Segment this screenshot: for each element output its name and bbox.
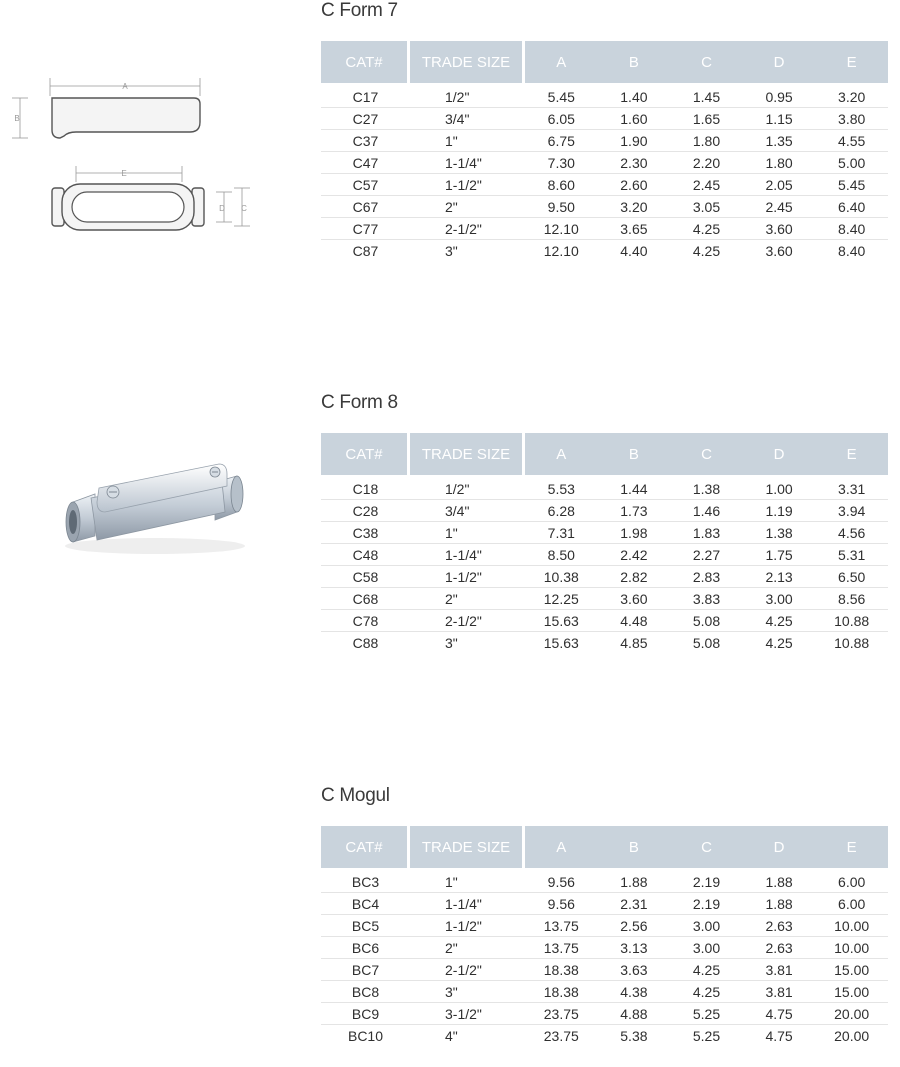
cell-trade-size: 1-1/4" <box>445 546 482 563</box>
cell-dim: 23.75 <box>543 1005 579 1022</box>
cell-dim: 6.28 <box>547 502 575 519</box>
cell-dim: 1.90 <box>620 132 648 149</box>
header-dim: C <box>701 838 712 856</box>
cell-dim: 3.00 <box>692 939 721 956</box>
cell-cat: C57 <box>352 176 379 193</box>
cell-dim: 5.08 <box>692 612 721 629</box>
cell-dim: 1.60 <box>620 110 648 127</box>
cell-dim: 1.35 <box>765 132 793 149</box>
cell-trade-size: 1-1/4" <box>445 154 482 171</box>
header-cat: CAT# <box>321 826 407 868</box>
spec-table <box>321 41 888 262</box>
cell-trade-size: 1" <box>445 873 458 890</box>
header-dim: E <box>846 53 857 71</box>
cell-cat: BC10 <box>347 1028 384 1044</box>
cell-dim: 1.75 <box>765 546 793 563</box>
cell-dim: 10.38 <box>543 568 579 585</box>
dim-label-c: C <box>241 204 247 213</box>
cell-dim: 2.45 <box>692 176 721 193</box>
cell-cat: C77 <box>352 220 379 237</box>
table-row <box>321 981 888 1003</box>
table-row <box>321 610 888 632</box>
table-header <box>321 433 888 475</box>
cell-trade-size: 1-1/2" <box>445 176 482 193</box>
table-row <box>321 174 888 196</box>
cell-dim: 9.50 <box>547 198 575 215</box>
cell-dim: 3.81 <box>765 961 793 978</box>
cell-dim: 5.45 <box>547 88 575 105</box>
cell-dim: 2.20 <box>692 154 721 171</box>
cell-dim: 8.40 <box>838 220 866 237</box>
cell-dim: 2.27 <box>692 546 721 563</box>
cell-dim: 4.56 <box>838 524 866 541</box>
table-row <box>321 152 888 174</box>
cell-dim: 3.31 <box>838 480 866 497</box>
cell-dim: 5.25 <box>692 1028 721 1044</box>
cell-dim: 1.88 <box>620 873 648 890</box>
header-dim: C <box>701 53 712 71</box>
cell-trade-size: 1" <box>445 524 458 541</box>
table-header <box>321 41 888 83</box>
cell-dim: 3.80 <box>838 110 866 127</box>
cell-dim: 2.30 <box>620 154 648 171</box>
section-title: C Form 7 <box>321 0 398 21</box>
header-dim: B <box>628 53 639 71</box>
cell-dim: 3.00 <box>765 590 793 607</box>
table-header <box>321 826 888 868</box>
cell-trade-size: 3" <box>445 983 458 1000</box>
table-row <box>321 86 888 108</box>
cell-trade-size: 4" <box>445 1028 458 1044</box>
cell-dim: 3.20 <box>620 198 648 215</box>
section-title: C Mogul <box>321 785 390 806</box>
table-row <box>321 478 888 500</box>
cell-dim: 9.56 <box>547 895 575 912</box>
cell-dim: 1.40 <box>620 88 648 105</box>
table-row <box>321 566 888 588</box>
cell-trade-size: 3" <box>445 635 458 651</box>
cell-trade-size: 2" <box>445 590 458 607</box>
cell-dim: 3.05 <box>692 198 721 215</box>
table-row <box>321 915 888 937</box>
cell-trade-size: 3/4" <box>445 502 470 519</box>
cell-dim: 15.00 <box>834 983 870 1000</box>
cell-dim: 5.53 <box>547 480 575 497</box>
cell-dim: 6.05 <box>547 110 575 127</box>
cell-dim: 2.19 <box>692 895 721 912</box>
cell-trade-size: 3-1/2" <box>445 1005 482 1022</box>
cell-dim: 1.19 <box>765 502 793 519</box>
table-row <box>321 130 888 152</box>
cell-dim: 6.00 <box>838 873 866 890</box>
cell-cat: BC8 <box>351 983 380 1000</box>
cell-trade-size: 1-1/2" <box>445 568 482 585</box>
cell-trade-size: 2" <box>445 198 458 215</box>
cell-trade-size: 3/4" <box>445 110 470 127</box>
cell-dim: 1.73 <box>620 502 648 519</box>
cell-dim: 6.40 <box>838 198 866 215</box>
cell-dim: 5.00 <box>838 154 866 171</box>
cell-cat: BC4 <box>351 895 380 912</box>
cell-cat: C38 <box>352 524 379 541</box>
dim-label-a: A <box>122 82 128 91</box>
cell-dim: 2.05 <box>765 176 793 193</box>
cell-dim: 1.15 <box>765 110 793 127</box>
cell-dim: 2.82 <box>620 568 648 585</box>
cell-cat: C88 <box>352 635 379 651</box>
header-cat: CAT# <box>321 41 407 83</box>
cell-cat: C67 <box>352 198 379 215</box>
cell-dim: 18.38 <box>543 961 579 978</box>
cell-dim: 1.83 <box>692 524 721 541</box>
cell-dim: 4.48 <box>620 612 648 629</box>
cell-dim: 1.00 <box>765 480 793 497</box>
table-row <box>321 108 888 130</box>
cell-trade-size: 2" <box>445 939 458 956</box>
cell-dim: 4.25 <box>692 243 721 259</box>
cell-dim: 4.25 <box>692 220 721 237</box>
cell-dim: 1.38 <box>692 480 721 497</box>
header-trade-size: TRADE SIZE <box>410 826 522 868</box>
cell-trade-size: 1/2" <box>445 480 470 497</box>
cell-dim: 1.46 <box>692 502 721 519</box>
cell-dim: 3.60 <box>620 590 648 607</box>
cell-cat: C27 <box>352 110 379 127</box>
cell-dim: 5.25 <box>692 1005 721 1022</box>
cell-dim: 2.19 <box>692 873 721 890</box>
cell-dim: 8.56 <box>838 590 866 607</box>
cell-dim: 3.63 <box>620 961 648 978</box>
cell-dim: 20.00 <box>834 1028 870 1044</box>
header-dim: D <box>773 53 785 71</box>
cell-dim: 4.85 <box>620 635 648 651</box>
table-row <box>321 893 888 915</box>
cell-dim: 1.98 <box>620 524 648 541</box>
header-dim: A <box>556 445 567 463</box>
header-dim: A <box>556 838 567 856</box>
cell-dim: 5.45 <box>838 176 866 193</box>
cell-cat: BC3 <box>351 873 380 890</box>
cell-dim: 1.45 <box>692 88 721 105</box>
table-row <box>321 544 888 566</box>
header-dim: D <box>773 838 785 856</box>
cell-dim: 3.60 <box>765 243 793 259</box>
cell-dim: 13.75 <box>543 917 579 934</box>
cell-dim: 4.25 <box>692 961 721 978</box>
table-row <box>321 240 888 262</box>
cell-dim: 2.63 <box>765 917 793 934</box>
cell-trade-size: 2-1/2" <box>445 612 482 629</box>
cell-dim: 12.10 <box>543 243 579 259</box>
cell-dim: 12.25 <box>543 590 579 607</box>
cell-dim: 1.65 <box>692 110 721 127</box>
cell-dim: 4.55 <box>838 132 866 149</box>
cell-dim: 7.30 <box>547 154 575 171</box>
cell-dim: 1.38 <box>765 524 793 541</box>
table-row <box>321 1025 888 1047</box>
cell-dim: 15.63 <box>543 635 579 651</box>
cell-dim: 9.56 <box>547 873 575 890</box>
dim-label-d: D <box>219 204 225 213</box>
cell-dim: 3.60 <box>765 220 793 237</box>
cell-trade-size: 2-1/2" <box>445 220 482 237</box>
cell-dim: 4.38 <box>620 983 648 1000</box>
cell-dim: 2.45 <box>765 198 793 215</box>
cell-dim: 18.38 <box>543 983 579 1000</box>
cell-dim: 4.40 <box>620 243 648 259</box>
cell-trade-size: 1/2" <box>445 88 470 105</box>
cell-dim: 10.00 <box>834 939 870 956</box>
dim-label-e: E <box>121 169 127 178</box>
cell-dim: 3.83 <box>692 590 721 607</box>
cell-dim: 2.56 <box>620 917 648 934</box>
cell-cat: C47 <box>352 154 379 171</box>
spec-table <box>321 433 888 654</box>
cell-dim: 1.88 <box>765 873 793 890</box>
header-dim: B <box>628 838 639 856</box>
section-title: C Form 8 <box>321 392 398 413</box>
header-trade-size: TRADE SIZE <box>410 41 522 83</box>
cell-dim: 4.25 <box>692 983 721 1000</box>
header-dim: E <box>846 838 857 856</box>
cell-trade-size: 3" <box>445 243 458 259</box>
header-trade-size: TRADE SIZE <box>410 433 522 475</box>
cell-trade-size: 1" <box>445 132 458 149</box>
header-dim: D <box>773 445 785 463</box>
cell-dim: 2.13 <box>765 568 793 585</box>
cell-dim: 2.83 <box>692 568 721 585</box>
cell-dim: 2.63 <box>765 939 793 956</box>
cell-dim: 3.20 <box>838 88 866 105</box>
cell-dim: 6.00 <box>838 895 866 912</box>
table-row <box>321 196 888 218</box>
cell-cat: C78 <box>352 612 379 629</box>
cell-cat: C68 <box>352 590 379 607</box>
cell-dim: 10.88 <box>834 612 870 629</box>
cell-cat: BC6 <box>351 939 380 956</box>
cell-dim: 6.50 <box>838 568 866 585</box>
cell-dim: 3.00 <box>692 917 721 934</box>
cell-dim: 15.00 <box>834 961 870 978</box>
cell-dim: 23.75 <box>543 1028 579 1044</box>
cell-dim: 6.75 <box>547 132 575 149</box>
cell-dim: 3.13 <box>620 939 648 956</box>
cell-dim: 12.10 <box>543 220 579 237</box>
spec-table <box>321 826 888 1047</box>
table-row <box>321 1003 888 1025</box>
cell-trade-size: 1-1/2" <box>445 917 482 934</box>
cell-dim: 13.75 <box>543 939 579 956</box>
cell-dim: 10.00 <box>834 917 870 934</box>
cell-cat: C17 <box>352 88 379 105</box>
cell-dim: 15.63 <box>543 612 579 629</box>
cell-dim: 4.25 <box>765 635 793 651</box>
cell-dim: 2.42 <box>620 546 648 563</box>
header-dim: B <box>628 445 639 463</box>
dimension-diagram <box>6 70 256 240</box>
cell-cat: BC5 <box>351 917 380 934</box>
cell-dim: 1.80 <box>692 132 721 149</box>
cell-dim: 3.65 <box>620 220 648 237</box>
cell-cat: C48 <box>352 546 379 563</box>
dim-label-b: B <box>14 114 20 123</box>
table-row <box>321 959 888 981</box>
cell-dim: 2.31 <box>620 895 648 912</box>
header-dim: E <box>846 445 857 463</box>
table-row <box>321 218 888 240</box>
cell-cat: C58 <box>352 568 379 585</box>
header-dimensions <box>525 433 888 475</box>
cell-cat: C37 <box>352 132 379 149</box>
table-row <box>321 500 888 522</box>
table-row <box>321 632 888 654</box>
cell-dim: 20.00 <box>834 1005 870 1022</box>
header-dimensions <box>525 826 888 868</box>
cell-dim: 4.25 <box>765 612 793 629</box>
cell-cat: BC7 <box>351 961 380 978</box>
cell-trade-size: 1-1/4" <box>445 895 482 912</box>
cell-dim: 8.50 <box>547 546 575 563</box>
cell-cat: C28 <box>352 502 379 519</box>
cell-dim: 1.44 <box>620 480 648 497</box>
cell-dim: 2.60 <box>620 176 648 193</box>
cell-dim: 3.94 <box>838 502 866 519</box>
cell-dim: 8.60 <box>547 176 575 193</box>
header-cat: CAT# <box>321 433 407 475</box>
cell-cat: C18 <box>352 480 379 497</box>
cell-dim: 4.88 <box>620 1005 648 1022</box>
cell-dim: 4.75 <box>765 1005 793 1022</box>
conduit-body-photo <box>55 450 255 560</box>
cell-dim: 0.95 <box>765 88 793 105</box>
header-dimensions <box>525 41 888 83</box>
cell-dim: 4.75 <box>765 1028 793 1044</box>
table-row <box>321 871 888 893</box>
header-dim: A <box>556 53 567 71</box>
cell-cat: C87 <box>352 243 379 259</box>
cell-trade-size: 2-1/2" <box>445 961 482 978</box>
cell-dim: 5.31 <box>838 546 866 563</box>
cell-dim: 8.40 <box>838 243 866 259</box>
cell-dim: 10.88 <box>834 635 870 651</box>
cell-dim: 1.88 <box>765 895 793 912</box>
cell-dim: 1.80 <box>765 154 793 171</box>
header-dim: C <box>701 445 712 463</box>
cell-cat: BC9 <box>351 1005 380 1022</box>
cell-dim: 7.31 <box>547 524 575 541</box>
table-row <box>321 522 888 544</box>
table-row <box>321 588 888 610</box>
table-row <box>321 937 888 959</box>
cell-dim: 3.81 <box>765 983 793 1000</box>
cell-dim: 5.08 <box>692 635 721 651</box>
cell-dim: 5.38 <box>620 1028 648 1044</box>
